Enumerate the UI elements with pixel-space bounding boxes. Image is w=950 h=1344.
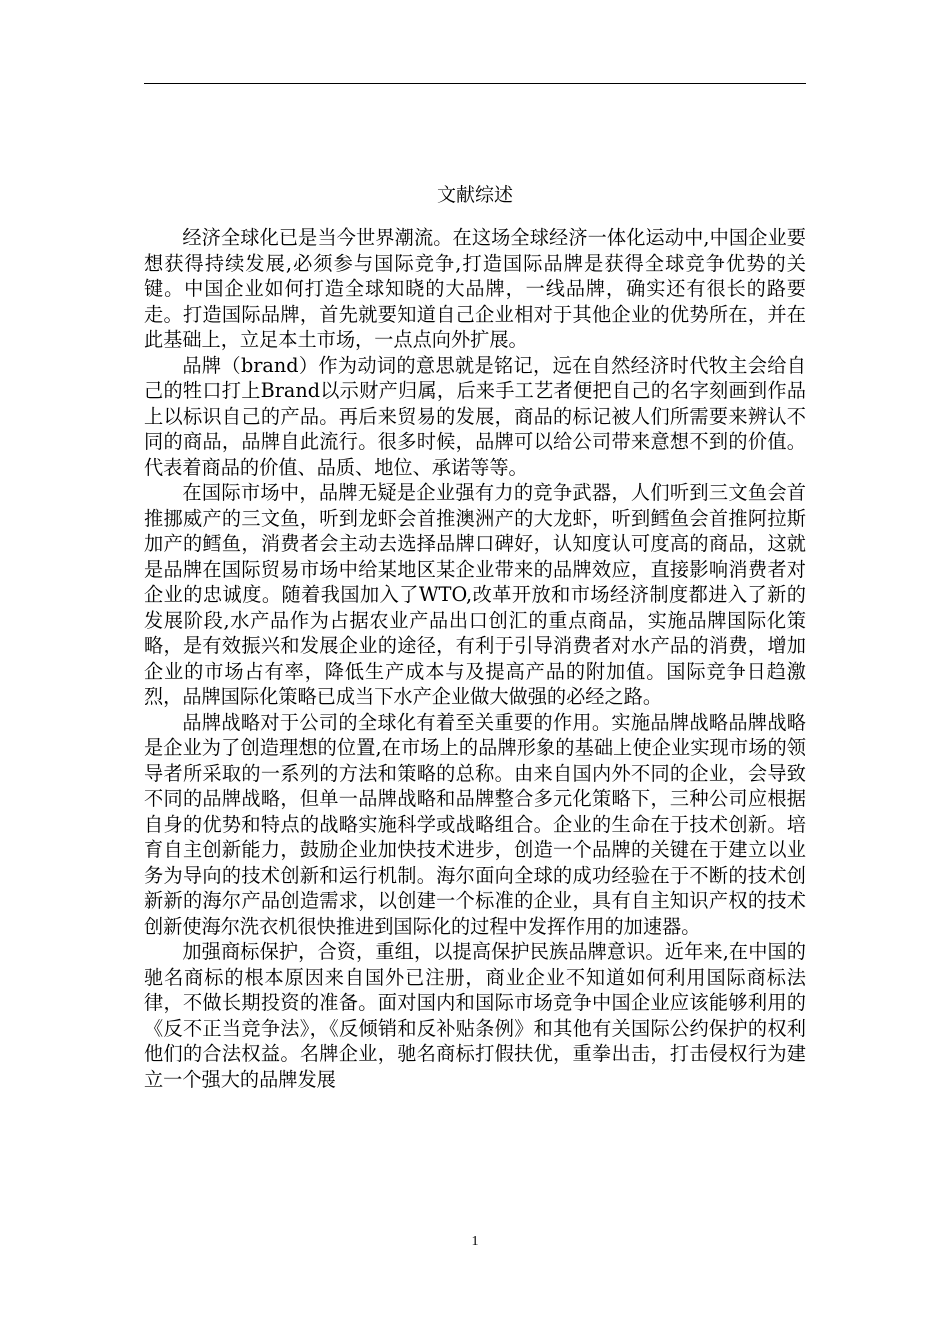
paragraph-4: 品牌战略对于公司的全球化有着至关重要的作用。实施品牌战略品牌战略是企业为了创造理想的位置,在市场上的品牌形象的基础上使企业实现市场的领导者所采取的一系列的方法和策略的总称。由来自国内外不同的企业，会导致不同的品牌战略，但单一品牌战略和品牌整合多元化策略下，三种公司应根据自身的优势和特点的战略实施科学或战略组合。企业的生命在于技术创新。培育自主创新能力，鼓励企业加快技术进步，创造一个品牌的关键在于建立以业务为导向的技术创新和运行机制。海尔面向全球的成功经验在于不断的技术创新新的海尔产品创造需求，以创建一个标准的企业，具有自主知识产权的技术创新使海尔洗衣机很快推进到国际化的过程中发挥作用的加速器。 [144,710,806,938]
header-rule [144,83,806,84]
paragraph-1: 经济全球化已是当今世界潮流。在这场全球经济一体化运动中,中国企业要想获得持续发展,必须参与国际竞争,打造国际品牌是获得全球竞争优势的关键。中国企业如何打造全球知晓的大品牌，一线品牌，确实还有很长的路要走。打造国际品牌，首先就要知道自己企业相对于其他企业的优势所在，并在此基础上，立足本土市场，一点点向外扩展。 [144,226,806,351]
document-title: 文献综述 [436,184,513,206]
page-number: 1 [471,1234,479,1249]
document-body [144,225,806,1092]
paragraph-5: 加强商标保护，合资，重组，以提高保护民族品牌意识。近年来,在中国的驰名商标的根本原因来自国外已注册，商业企业不知道如何利用国际商标法律，不做长期投资的准备。面对国内和国际市场竞争中国企业应该能够利用的《反不正当竞争法》，《反倾销和反补贴条例》和其他有关国际公约保护的权利他们的合法权益。名牌企业，驰名商标打假扶优，重拳出击，打击侵权行为建立一个强大的品牌发展 [144,940,806,1091]
paragraph-3: 在国际市场中，品牌无疑是企业强有力的竞争武器，人们听到三文鱼会首推挪威产的三文鱼，听到龙虾会首推澳洲产的大龙虾，听到鳕鱼会首推阿拉斯加产的鳕鱼，消费者会主动去选择品牌口碑好，认知度认可度高的商品，这就是品牌在国际贸易市场中给某地区某企业带来的品牌效应，直接影响消费者对企业的忠诚度。随着我国加入了WTO,改革开放和市场经济制度都进入了新的发展阶段,水产品作为占据农业产品出口创汇的重点商品，实施品牌国际化策略，是有效振兴和发展企业的途径，有利于引导消费者对水产品的消费，增加企业的市场占有率，降低生产成本与及提高产品的附加值。国际竞争日趋激烈，品牌国际化策略已成当下水产企业做大做强的必经之路。 [144,481,806,708]
paragraph-2: 品牌（brand）作为动词的意思就是铭记，远在自然经济时代牧主会给自己的牲口打上Brand以示财产归属，后来手工艺者便把自己的名字刻画到作品上以标识自己的产品。再后来贸易的发展，商品的标记被人们所需要来辨认不同的商品，品牌自此流行。很多时候，品牌可以给公司带来意想不到的价值。代表着商品的价值、品质、地位、承诺等等。 [144,353,806,479]
